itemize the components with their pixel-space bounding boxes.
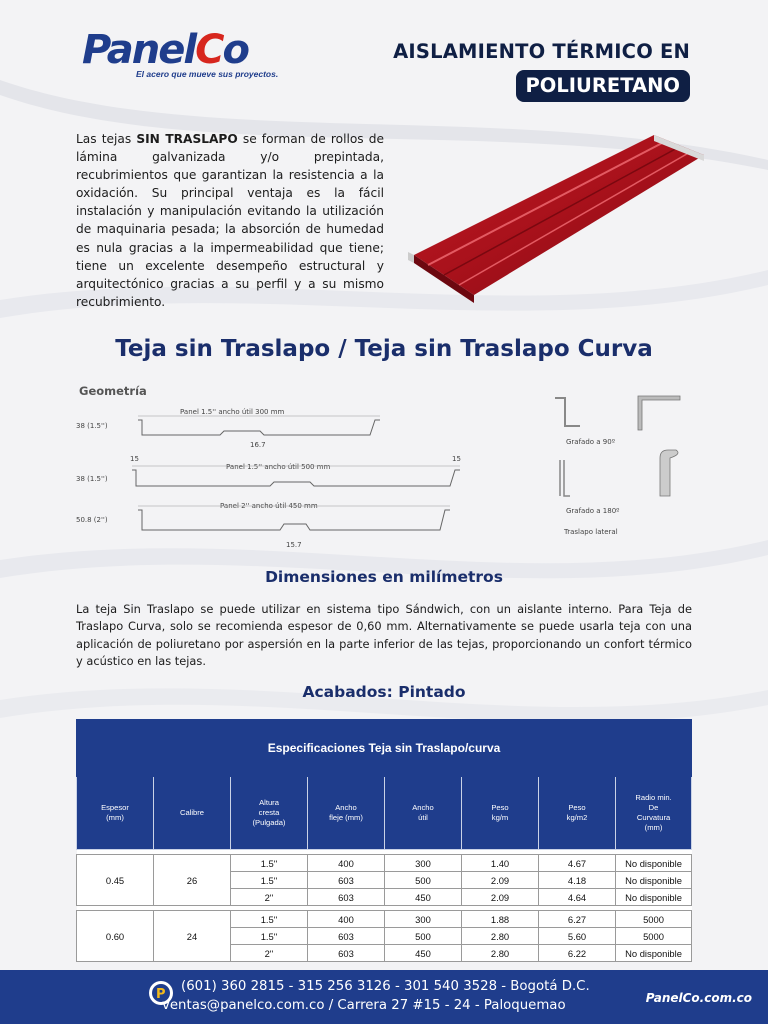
table-cell: 300 [385, 911, 462, 928]
table-cell: 400 [308, 911, 385, 928]
panelco-logo [82, 27, 282, 90]
svg-text:50.8 (2''): 50.8 (2'') [76, 516, 108, 524]
main-title: Teja sin Traslapo / Teja sin Traslapo Curva [115, 336, 653, 362]
logo-wordmark: PanelCo [82, 27, 248, 73]
svg-text:38 (1.5''): 38 (1.5'') [76, 422, 108, 430]
table-cell: 2'' [231, 889, 308, 906]
table-cell: No disponible [616, 945, 692, 962]
dimensions-title: Dimensiones en milímetros [265, 568, 503, 586]
geometry-title: Geometría [79, 384, 147, 398]
table-cell: 1.40 [462, 855, 539, 872]
svg-text:15: 15 [452, 455, 461, 463]
table-cell: 300 [385, 855, 462, 872]
table-header-row [77, 777, 692, 850]
table-cell: 603 [308, 872, 385, 889]
table-cell: 500 [385, 928, 462, 945]
table-cell: 1.88 [462, 911, 539, 928]
cell-espesor: 0.45 [77, 855, 154, 906]
svg-text:38 (1.5''): 38 (1.5'') [76, 475, 108, 483]
svg-text:Panel 2'' ancho útil 450 mm: Panel 2'' ancho útil 450 mm [220, 502, 318, 510]
svg-text:16.7: 16.7 [250, 441, 266, 449]
dimensions-paragraph: La teja Sin Traslapo se puede utilizar en sistema tipo Sándwich, con un aislante interno. Para Teja de Traslapo Curva, solo se recomienda espesor de 0,60 mm. Alternativamente se puede usarla teja con una aplicación de poliuretano por aspersión en la parte inferior de las tejas, proporcionando un confort térmico y acústico en las tejas. [76, 602, 692, 668]
intro-paragraph: Las tejas SIN TRASLAPO se forman de rollos de lámina galvanizada y/o prepintada, recubrimientos que garantizan la resistencia a la oxidación. Su principal ventaja es la fácil instalación y manipulación evitando la utilización de maquinaria pesada; la absorción de humedad es nula gracias a la impermeabilidad que tiene; tiene un excelente desempeño estructural y arquitectónico gracias a su perfil y a su mismo recubrimiento. [76, 132, 385, 309]
svg-text:15.7: 15.7 [286, 541, 302, 549]
table-header-cell: Radio min. De Curvatura (mm) [616, 777, 692, 850]
table-header-cell: Ancho fleje (mm) [308, 777, 385, 850]
table-cell: 4.18 [539, 872, 616, 889]
table-cell: 500 [385, 872, 462, 889]
table-cell: 2.09 [462, 889, 539, 906]
logo-tagline: El acero que mueve sus proyectos. [136, 69, 279, 79]
table-cell: 5000 [616, 928, 692, 945]
table-cell: 6.27 [539, 911, 616, 928]
cell-calibre: 26 [154, 855, 231, 906]
table-cell: 6.22 [539, 945, 616, 962]
table-group-045 [77, 855, 692, 906]
header-title-pill: POLIURETANO [516, 70, 691, 102]
footer-website[interactable]: PanelCo.com.co [645, 991, 752, 1005]
table-cell: 1.5'' [231, 911, 308, 928]
footer-address: ventas@panelco.com.co / Carrera 27 #15 - 24 - Paloquemao [162, 998, 566, 1013]
table-cell: 5000 [616, 911, 692, 928]
table-row [77, 855, 692, 872]
table-cell: 2.09 [462, 872, 539, 889]
svg-text:Panel 1.5'' ancho útil 500 mm: Panel 1.5'' ancho útil 500 mm [226, 463, 331, 471]
footer-phones: (601) 360 2815 - 315 256 3126 - 301 540 3528 - Bogotá D.C. [181, 979, 590, 994]
table-cell: 5.60 [539, 928, 616, 945]
table-header-cell: Calibre [154, 777, 231, 850]
table-caption: Especificaciones Teja sin Traslapo/curva [77, 720, 692, 777]
table-header-cell: Espesor (mm) [77, 777, 154, 850]
spec-table [76, 719, 691, 962]
table-group-060 [77, 911, 692, 962]
table-cell: 1.5'' [231, 928, 308, 945]
table-header-cell: Peso kg/m2 [539, 777, 616, 850]
table-cell: 450 [385, 889, 462, 906]
table-cell: 603 [308, 889, 385, 906]
finishes-title: Acabados: Pintado [302, 683, 466, 701]
table-cell: No disponible [616, 855, 692, 872]
table-cell: 1.5'' [231, 855, 308, 872]
table-header-cell: Altura cresta (Pulgada) [231, 777, 308, 850]
table-cell: 2.80 [462, 928, 539, 945]
header-title: AISLAMIENTO TÉRMICO EN [393, 40, 690, 63]
table-cell: 603 [308, 928, 385, 945]
table-cell: 603 [308, 945, 385, 962]
table-row [77, 911, 692, 928]
table-header-cell: Peso kg/m [462, 777, 539, 850]
svg-text:Panel 1.5'' ancho útil 300 mm: Panel 1.5'' ancho útil 300 mm [180, 408, 285, 416]
svg-text:Grafado a 90º: Grafado a 90º [566, 438, 616, 446]
table-cell: 4.64 [539, 889, 616, 906]
cell-calibre: 24 [154, 911, 231, 962]
table-cell: 2'' [231, 945, 308, 962]
table-cell: 2.80 [462, 945, 539, 962]
table-cell: 450 [385, 945, 462, 962]
table-cell: No disponible [616, 889, 692, 906]
table-header-cell: Ancho útil [385, 777, 462, 850]
cell-espesor: 0.60 [77, 911, 154, 962]
table-cell: 1.5'' [231, 872, 308, 889]
table-cell: No disponible [616, 872, 692, 889]
roof-panel-image [404, 125, 704, 310]
svg-text:Grafado a 180º: Grafado a 180º [566, 507, 620, 515]
svg-text:Traslapo lateral: Traslapo lateral [564, 528, 618, 536]
geometry-diagram [70, 378, 700, 553]
svg-text:P: P [156, 987, 166, 1002]
svg-text:15: 15 [130, 455, 139, 463]
table-cell: 400 [308, 855, 385, 872]
table-cell: 4.67 [539, 855, 616, 872]
